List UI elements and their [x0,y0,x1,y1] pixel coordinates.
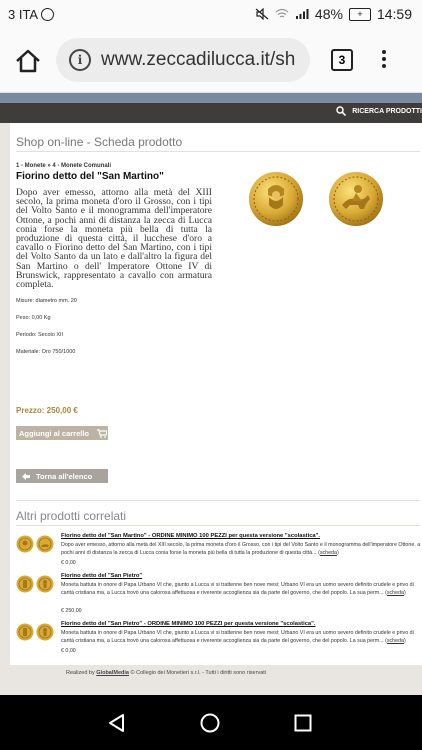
info-icon[interactable]: i [69,49,91,71]
product-search-link[interactable] [336,106,422,116]
signal-icon [295,8,309,20]
overflow-menu-icon[interactable] [382,47,388,71]
related-description: Dopo aver emesso, attorno alla metà del XIII secolo, la prima moneta d'oro il Grosso, con i tipi del Volto Santo e il monogramma dell'imperatore Ottone, a pochi anni di distanza la zecca di Lucca conia forse la moneta più bella di tutta la produzione di questa città... (scheda) [61,542,421,556]
related-description-text: Dopo aver emesso, attorno alla metà del XIII secolo, la prima moneta d'oro il Grosso, con i tipi del Volto Santo e il monogramma dell'imperatore Ottone, a pochi anni di distanza la zecca di Lucca conia forse la moneta più bella di tutta la produzione di questa città... [61,542,421,556]
divider [16,151,420,152]
related-price: € 250,00 [61,608,82,614]
coin-thumbnail[interactable] [36,535,54,553]
home-icon[interactable] [14,48,42,74]
divider [16,525,420,526]
detail-link[interactable]: scheda [386,638,404,644]
add-to-cart-label[interactable]: Aggiungi al carrello [19,428,90,438]
product-description: Dopo aver emesso, attorno alla metà del XIII secolo, la prima moneta d'oro il Grosso, con i tipi del Volto Santo e il monogramma dell'imperatore Ottone, a pochi anni di distanza la zecca di Lucca conia forse la moneta più bella di tutta la produzione di questa città, il lucchese d'oro a cavallo o Fiorino detto del San Martino, con i tipi del Volto Santo da un lato e dall'altro la figura del San Martino o dell' Imperatore Ottone IV di Brunswick, rappresentato a cavallo con armatura completa. [16,187,212,291]
spec-size: Misure: diametro mm. 20 [16,298,77,304]
spec-weight: Peso: 0,00 Kg [16,315,51,321]
system-nav-bar [0,695,422,750]
back-icon[interactable] [107,713,127,733]
address-bar[interactable] [56,38,310,82]
search-label[interactable]: RICERCA PRODOTTI [352,107,422,115]
home-circle-icon[interactable] [200,713,220,733]
arrow-left-icon [22,473,30,480]
related-coin-images[interactable] [16,535,54,553]
back-label[interactable]: Torna all'elenco [36,471,93,481]
battery-percent: 48% [314,6,343,22]
whatsapp-icon [41,8,54,21]
related-title: Altri prodotti correlati [16,509,127,523]
site-footer [66,670,266,676]
back-to-list-button[interactable] [16,469,108,483]
footer-copyright: © Collegio dei Monetieri s.r.l. - Tutti i diritti sono riservati [130,670,267,676]
browser-toolbar [0,30,422,93]
mute-icon [255,8,269,20]
coin-thumbnail[interactable] [36,575,54,593]
coin-reverse-image[interactable] [328,171,384,227]
list-item [16,621,422,659]
related-price: € 0,00 [61,648,76,654]
cart-icon [97,429,107,438]
coin-thumbnail[interactable] [16,575,34,593]
related-description-text: Moneta battuta in onore di Papa Urbano VI che, giunto a Lucca vi si trattenne ben nove mesi; Urbano VI era un uomo severo definito crudele e privo di carità cristiana ma, a Lucca trovò una calorosa affettuosa e riverente accoglienza sia da parte del governo, che del popolo. La sua perm... [61,582,414,596]
divider [16,500,420,501]
product-price: Prezzo: 250,00 € [16,406,78,415]
tab-switcher-button[interactable]: 3 [331,49,353,71]
site-top-nav [0,103,422,123]
footer-prefix: Realized by [66,670,95,676]
related-coin-images[interactable] [16,623,54,641]
site-banner [0,93,422,103]
wifi-icon [275,8,289,20]
add-to-cart-button[interactable] [16,426,108,440]
coin-thumbnail[interactable] [36,623,54,641]
detail-link[interactable]: scheda [386,590,404,596]
related-description-text: Moneta battuta in onore di Papa Urbano VI che, giunto a Lucca vi si trattenne ben nove mesi; Urbano VI era un uomo severo definito crudele e privo di carità cristiana ma, a Lucca trovò una calorosa affettuosa e riverente accoglienza sia da parte del governo, che del popolo. La sua perm... [61,630,414,644]
related-price: € 0,00 [61,560,76,566]
coin-obverse-image[interactable] [248,171,304,227]
carrier-label: 3 ITA [8,7,39,22]
related-description: Moneta battuta in onore di Papa Urbano VI che, giunto a Lucca vi si trattenne ben nove mesi; Urbano VI era un uomo severo definito crudele e privo di carità cristiana ma, a Lucca trovò una calorosa affettuosa e riverente accoglienza sia da parte del governo, che del popolo. La sua perm... (scheda) [61,630,414,644]
spec-period: Periodo: Secolo XII [16,332,64,338]
related-title-link[interactable]: Fiorino detto del "San Pietro" - ORDINE MINIMO 100 PEZZI per questa versione "scolastica". [61,621,316,627]
clock: 14:59 [376,6,412,22]
list-item [16,533,422,571]
related-title-link[interactable]: Fiorino detto del "San Martino" - ORDINE MINIMO 100 PEZZI per questa versione "scolastica". [61,533,321,539]
recents-icon[interactable] [294,714,312,732]
battery-charging-icon: + [349,8,371,21]
detail-link[interactable]: scheda [319,550,337,556]
breadcrumb[interactable]: 1 - Monete » 4 - Monete Comunali [16,163,112,169]
product-title: Fiorino detto del "San Martino" [16,171,164,182]
section-title: Shop on-line - Scheda prodotto [16,135,183,149]
status-bar [0,0,422,30]
url-text[interactable]: www.zeccadilucca.it/sh [101,49,296,70]
product-card [10,123,422,665]
search-icon [336,106,346,116]
footer-brand-link[interactable]: GlobalMedia [96,670,129,676]
web-page [0,93,422,695]
coin-thumbnail[interactable] [16,623,34,641]
coin-thumbnail[interactable] [16,535,34,553]
related-coin-images[interactable] [16,575,54,593]
related-title-link[interactable]: Fiorino detto del "San Pietro" [61,573,143,579]
spec-material: Materiale: Oro 750/1000 [16,349,76,355]
related-description: Moneta battuta in onore di Papa Urbano VI che, giunto a Lucca vi si trattenne ben nove mesi; Urbano VI era un uomo severo definito crudele e privo di carità cristiana ma, a Lucca trovò una calorosa affettuosa e riverente accoglienza sia da parte del governo, che del popolo. La sua perm... (scheda) [61,582,414,596]
list-item [16,573,422,614]
